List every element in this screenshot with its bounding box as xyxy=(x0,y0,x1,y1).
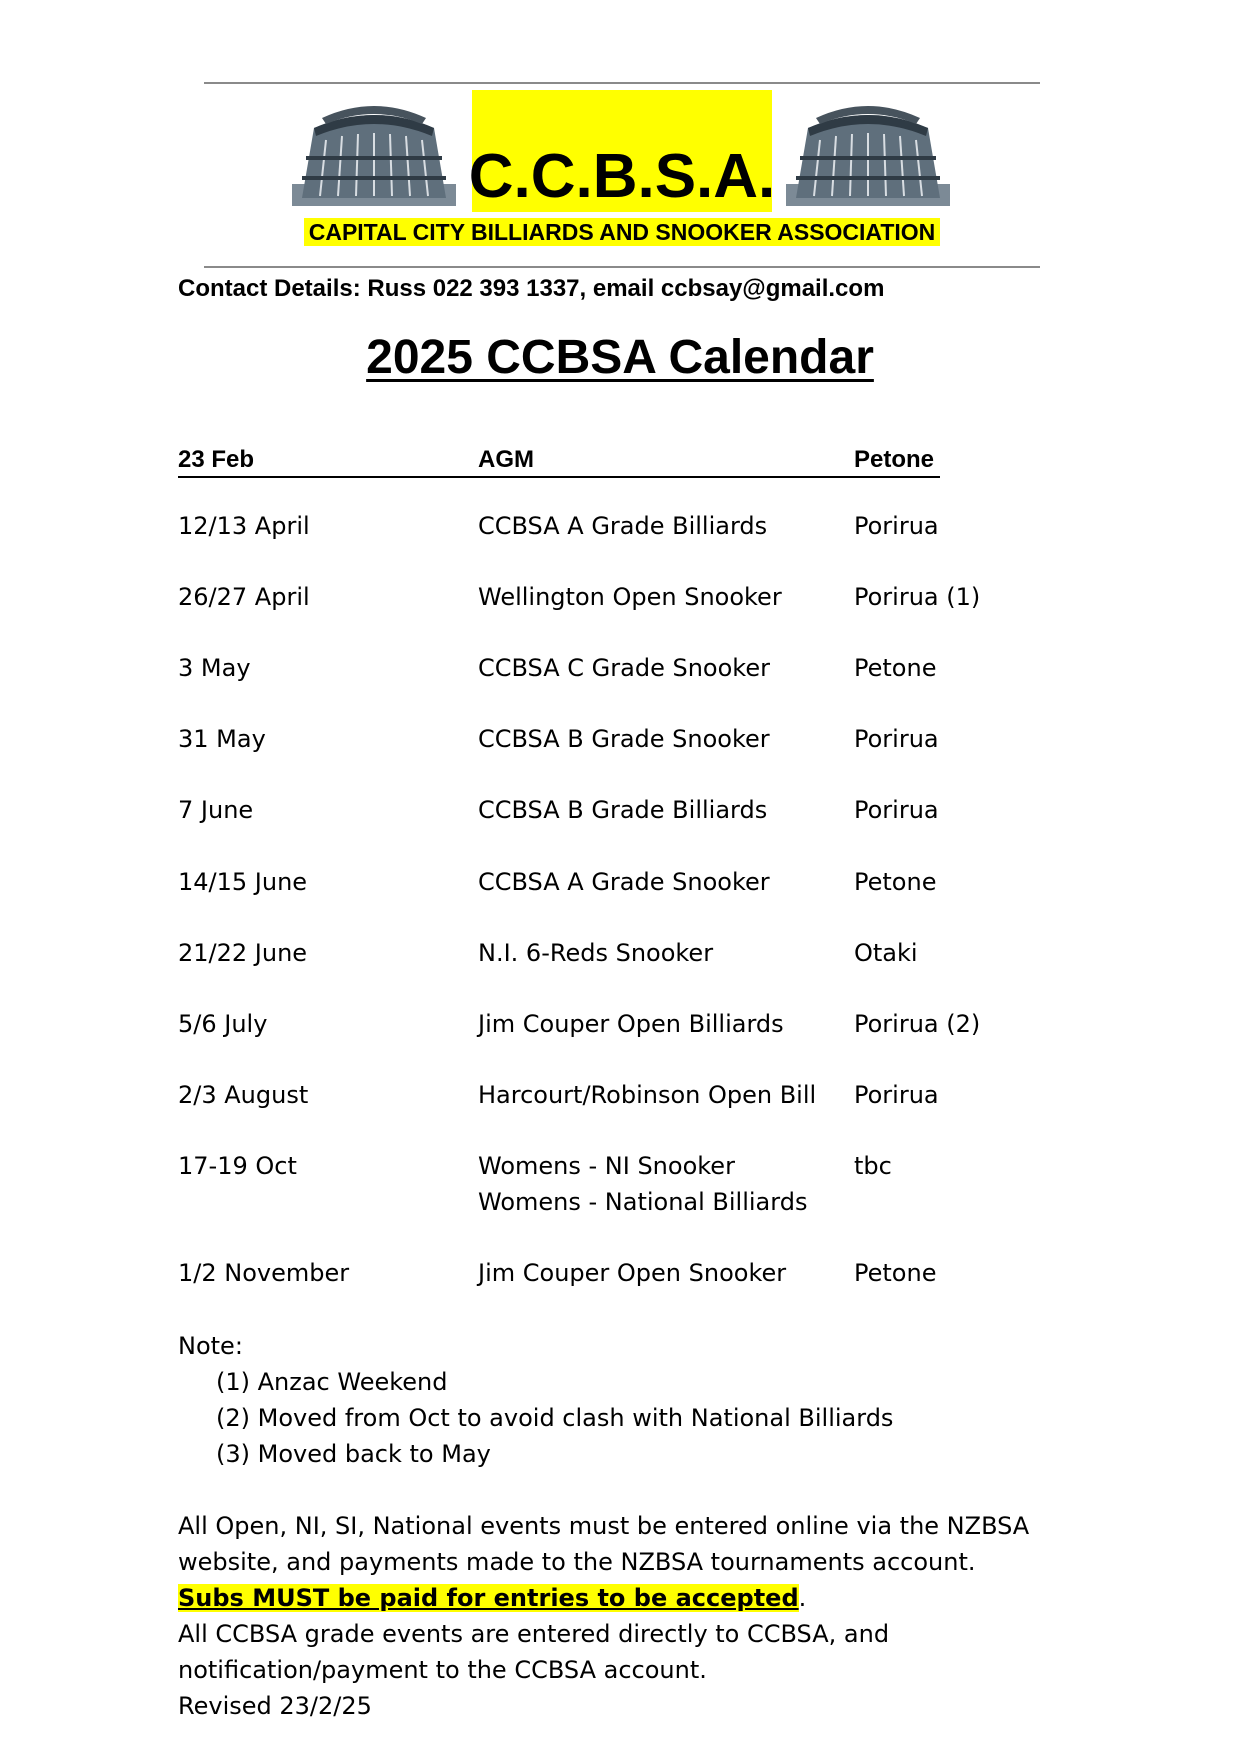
note-item: (3) Moved back to May xyxy=(216,1440,491,1468)
calendar-header-row xyxy=(178,444,940,478)
event-venue: tbc xyxy=(854,1152,892,1180)
header-event: AGM xyxy=(478,446,534,473)
note-item: (2) Moved from Oct to avoid clash with National Billiards xyxy=(216,1404,894,1432)
organization-acronym: C.C.B.S.A. xyxy=(468,142,776,211)
event-date: 26/27 April xyxy=(178,583,310,611)
subs-warning-line xyxy=(178,1580,1078,1616)
event-row xyxy=(178,508,1078,580)
event-venue: Otaki xyxy=(854,939,918,967)
acronym-banner xyxy=(468,90,776,212)
event-name: CCBSA B Grade Billiards xyxy=(478,796,768,824)
event-date: 12/13 April xyxy=(178,512,310,540)
footer-line: All CCBSA grade events are entered directly to CCBSA, and xyxy=(178,1620,890,1648)
event-name-line: Womens - National Billiards xyxy=(478,1188,808,1216)
event-venue: Petone xyxy=(854,654,937,682)
event-name: Jim Couper Open Snooker xyxy=(478,1259,787,1287)
event-date: 3 May xyxy=(178,654,251,682)
event-name xyxy=(478,1148,807,1220)
footer-line: All Open, NI, SI, National events must be entered online via the NZBSA xyxy=(178,1512,1030,1540)
event-row xyxy=(178,1148,1078,1256)
subs-warning-suffix: . xyxy=(798,1584,807,1612)
event-name: CCBSA C Grade Snooker xyxy=(478,654,770,682)
event-date: 1/2 November xyxy=(178,1259,350,1287)
note-item: (1) Anzac Weekend xyxy=(216,1368,448,1396)
event-name: CCBSA B Grade Snooker xyxy=(478,725,770,753)
event-row xyxy=(178,1255,1078,1327)
subs-warning-highlight: Subs MUST be paid for entries to be accepted xyxy=(178,1584,799,1612)
event-date: 5/6 July xyxy=(178,1010,268,1038)
event-name: CCBSA A Grade Billiards xyxy=(478,512,768,540)
contact-details: Contact Details: Russ 022 393 1337, email ccbsay@gmail.com xyxy=(178,275,885,302)
notes-label: Note: xyxy=(178,1332,243,1360)
event-date: 21/22 June xyxy=(178,939,308,967)
event-name-line: Womens - NI Snooker xyxy=(478,1152,735,1180)
event-name: N.I. 6-Reds Snooker xyxy=(478,939,714,967)
event-name: Harcourt/Robinson Open Bill xyxy=(478,1081,817,1109)
event-name: Jim Couper Open Billiards xyxy=(478,1010,784,1038)
beehive-building-icon xyxy=(292,88,456,206)
page-title-text: 2025 CCBSA Calendar xyxy=(366,331,874,384)
event-date: 31 May xyxy=(178,725,266,753)
event-row xyxy=(178,792,1078,864)
revised-date: Revised 23/2/25 xyxy=(178,1692,372,1720)
event-venue: Porirua xyxy=(854,1081,939,1109)
event-name: Wellington Open Snooker xyxy=(478,583,782,611)
event-venue: Petone xyxy=(854,1259,937,1287)
event-venue: Petone xyxy=(854,868,937,896)
event-venue: Porirua (2) xyxy=(854,1010,981,1038)
event-row xyxy=(178,864,1078,936)
header-bottom-rule xyxy=(204,266,1040,268)
event-row xyxy=(178,579,1078,651)
event-venue: Porirua (1) xyxy=(854,583,981,611)
page-title xyxy=(0,328,1240,388)
beehive-building-icon xyxy=(786,88,950,206)
event-venue: Porirua xyxy=(854,512,939,540)
event-row xyxy=(178,1006,1078,1078)
event-venue: Porirua xyxy=(854,725,939,753)
event-date: 7 June xyxy=(178,796,254,824)
header-top-rule xyxy=(204,82,1040,84)
event-row xyxy=(178,935,1078,1007)
notes-section xyxy=(178,1328,1078,1472)
event-date: 14/15 June xyxy=(178,868,308,896)
event-row xyxy=(178,721,1078,793)
event-row xyxy=(178,650,1078,722)
footer-line: notification/payment to the CCBSA account. xyxy=(178,1656,707,1684)
event-date: 2/3 August xyxy=(178,1081,309,1109)
event-name: CCBSA A Grade Snooker xyxy=(478,868,770,896)
event-row xyxy=(178,1077,1078,1149)
header-date: 23 Feb xyxy=(178,446,255,473)
event-date: 17-19 Oct xyxy=(178,1152,297,1180)
organization-full-name: CAPITAL CITY BILLIARDS AND SNOOKER ASSOCIATION xyxy=(304,218,940,246)
header-venue: Petone xyxy=(854,446,935,473)
event-venue: Porirua xyxy=(854,796,939,824)
footer-line: website, and payments made to the NZBSA tournaments account. xyxy=(178,1548,976,1576)
footer-section xyxy=(178,1508,1078,1724)
